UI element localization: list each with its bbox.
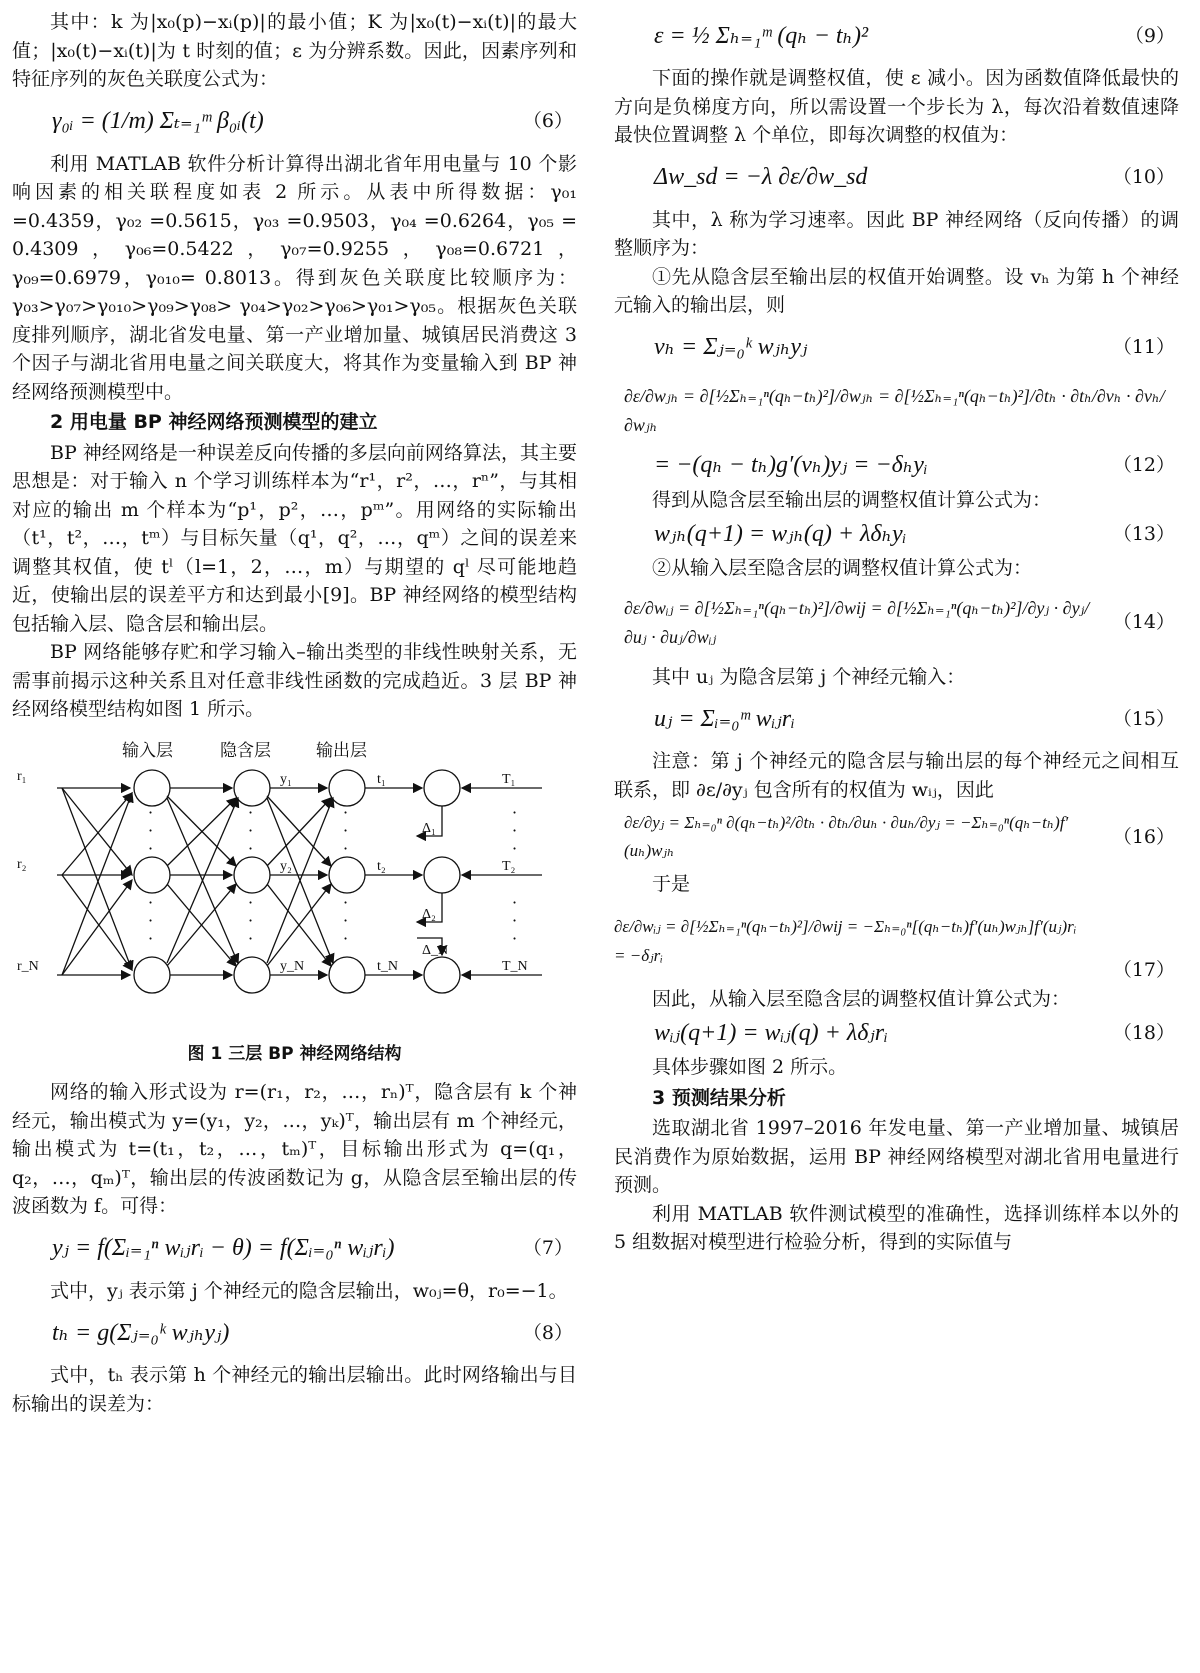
section-heading-2: 2 用电量 BP 神经网络预测模型的建立: [50, 411, 378, 433]
label-r1: r₁: [17, 768, 27, 784]
hidden-layer-label: 隐含层: [220, 740, 271, 760]
svg-text:·: ·: [148, 820, 154, 840]
step-1-paragraph: ①先从隐含层至输出层的权值开始调整。设 vₕ 为第 h 个神经元输入的输出层，则: [614, 265, 1179, 316]
equation-12b: [614, 446, 1179, 486]
label-t2: t₂: [377, 858, 386, 874]
svg-text:·: ·: [343, 802, 349, 822]
bp-paragraph-1: BP 神经网络是一种误差反向传播的多层向前网络算法，其主要思想是：对于输入 n 个学习训练样本为“r¹，r²，…，rⁿ”，与其相对应的输出 m 个样本为“p¹，p²，…，pᵐ”。用网络的实际输出（t¹，t²，…，tᵐ）与目标矢量（q¹，q²，…，qᵐ）之间的误差来调整其权值，使 tˡ（l=1，2，…，m）与期望的 qˡ 尽可能地趋近，使输出层的误差平方和达到最小[9]。BP 神经网络的模型结构包括输入层、隐含层和输出层。: [12, 441, 577, 635]
equation-formula: uⱼ = Σᵢ₌₀ᵐ wᵢⱼrᵢ: [654, 705, 795, 732]
equation-12a: [614, 376, 1179, 446]
equation-number: （10）: [1112, 166, 1175, 189]
equation-18: [614, 1013, 1179, 1053]
select-paragraph: 选取湖北省 1997–2016 年发电量、第一产业增加量、城镇居民消费作为原始数据，运用 BP 神经网络模型对湖北省用电量进行预测。: [614, 1117, 1179, 1196]
svg-text:·: ·: [512, 892, 518, 912]
network-diagram: [12, 738, 577, 1038]
equation-10: [614, 150, 1179, 206]
equation-6: [12, 94, 577, 150]
adjust-paragraph: 下面的操作就是调整权值，使 ε 减小。因为函数值降低最快的方向是负梯度方向，所以需设置一个步长为 λ，每次沿着数值速降最快位置调整 λ 个单位，即每次调整的权值为：: [614, 67, 1179, 146]
equation-formula: yⱼ = f(Σᵢ₌₁ⁿ wᵢⱼrᵢ − θ) = f(Σᵢ₌₀ⁿ wᵢⱼrᵢ): [52, 1235, 395, 1262]
svg-text:·: ·: [148, 928, 154, 948]
label-y1: y₁: [280, 771, 292, 787]
svg-text:·: ·: [343, 820, 349, 840]
label-rN: r_N: [17, 958, 39, 974]
svg-text:·: ·: [248, 838, 254, 858]
svg-text:·: ·: [248, 892, 254, 912]
equation-formula: ∂ε/∂wⱼₕ = ∂[½Σₕ₌₁ⁿ(qₕ−tₕ)²]/∂wⱼₕ = ∂[½Σₕ₌₁ⁿ(qₕ−tₕ)²]/∂tₕ · ∂tₕ/∂vₕ · ∂vₕ/∂wⱼₕ: [624, 386, 1165, 435]
equation-9: [614, 8, 1179, 64]
equation-number: （13）: [1112, 522, 1175, 545]
svg-text:·: ·: [343, 910, 349, 930]
yushi-paragraph: 于是: [652, 873, 691, 895]
label-y2: y₂: [280, 858, 292, 874]
equation-number: （11）: [1112, 336, 1175, 359]
equation-15: [614, 691, 1179, 747]
equation-formula: ε = ½ Σₕ₌₁ᵐ (qₕ − tₕ)²: [654, 22, 869, 49]
equation-formula: wᵢⱼ(q+1) = wᵢⱼ(q) + λδⱼrᵢ: [654, 1019, 888, 1046]
step-2-paragraph: ②从输入层至隐含层的调整权值计算公式为：: [652, 557, 1033, 579]
equation-formula: vₕ = Σⱼ₌₀ᵏ wⱼₕyⱼ: [654, 334, 808, 361]
equation-number: （8）: [522, 1321, 573, 1344]
label-T2: T₂: [502, 858, 516, 874]
input-layer-label: 输入层: [122, 740, 173, 760]
svg-text:·: ·: [248, 928, 254, 948]
label-T1: T₁: [502, 771, 516, 787]
equation-formula: ∂ε/∂yⱼ = Σₕ₌₀ⁿ ∂(qₕ−tₕ)²/∂tₕ · ∂tₕ/∂uₕ · ∂uₕ/∂yⱼ = −Σₕ₌₀ⁿ(qₕ−tₕ)f′(uₕ)wⱼₕ: [624, 812, 1069, 860]
svg-text:·: ·: [148, 802, 154, 822]
note-paragraph: 注意：第 j 个神经元的隐含层与输出层的每个神经元之间相互联系，即 ∂ε/∂yⱼ 包含所有的权值为 wᵢⱼ，因此: [614, 750, 1179, 801]
svg-text:·: ·: [512, 802, 518, 822]
equation-number: （16）: [1112, 825, 1175, 848]
label-tN: t_N: [377, 958, 398, 974]
equation-17: [614, 899, 1179, 985]
equation-formula: = −(qₕ − tₕ)g′(vₕ)yⱼ = −δₕyᵢ: [654, 452, 928, 479]
svg-text:·: ·: [148, 892, 154, 912]
equation-formula: wⱼₕ(q+1) = wⱼₕ(q) + λδₕyᵢ: [654, 520, 907, 547]
equation-16: [614, 804, 1179, 870]
equation-formula: γ₀ᵢ = (1/m) Σₜ₌₁ᵐ β₀ᵢ(t): [52, 108, 264, 135]
label-r2: r₂: [17, 856, 27, 872]
equation-14: [614, 583, 1179, 663]
matlab-paragraph: 利用 MATLAB 软件分析计算得出湖北省年用电量与 10 个影响因素的相关联程度如表 2 所示。从表中所得数据：γ₀₁ =0.4359，γ₀₂ =0.5615，γ₀₃ =0.9503，γ₀₄ =0.6264，γ₀₅ = 0.4309，γ₀₆=0.5422，γ₀₇=0.9255，γ₀₈=0.6721，γ₀₉=0.6979，γ₀₁₀= 0.8013。得到灰色关联度比较顺序为：γ₀₃>γ₀₇>γ₀₁₀>γ₀₉>γ₀₈> γ₀₄>γ₀₂>γ₀₆>γ₀₁>γ₀₅。根据灰色关联度排列顺序，湖北省发电量、第一产业增加量、城镇居民消费这 3 个因子与湖北省用电量之间关联度大，将其作为变量输入到 BP 神经网络预测模型中。: [12, 152, 577, 403]
equation-formula: tₕ = g(Σⱼ₌₀ᵏ wⱼₕyⱼ): [52, 1319, 230, 1346]
yj-paragraph: 式中，yⱼ 表示第 j 个神经元的隐含层输出，w₀ⱼ=θ，r₀=−1。: [50, 1279, 568, 1302]
steps-paragraph: 具体步骤如图 2 所示。: [652, 1056, 848, 1078]
test-paragraph: 利用 MATLAB 软件测试模型的准确性，选择训练样本以外的 5 组数据对模型进行检验分析，得到的实际值与: [614, 1202, 1179, 1253]
equation-formula: ∂ε/∂wᵢⱼ = ∂[½Σₕ₌₁ⁿ(qₕ−tₕ)²]/∂wij = ∂[½Σₕ₌₁ⁿ(qₕ−tₕ)²]/∂yⱼ · ∂yⱼ/∂uⱼ · ∂uⱼ/∂wᵢⱼ: [624, 598, 1090, 647]
network-form-paragraph: 网络的输入形式设为 r=(r₁，r₂，…，rₙ)ᵀ，隐含层有 k 个神经元，输出模式为 y=(y₁，y₂，…，yₖ)ᵀ，输出层有 m 个神经元，输出模式为 t=(t₁，t₂，…，tₘ)ᵀ，目标输出形式为 q=(q₁，q₂，…，qₘ)ᵀ，输出层的传波函数记为 g，从隐含层至输出层的传波函数为 f。可得：: [12, 1081, 577, 1217]
equation-number: （9）: [1124, 24, 1175, 47]
lambda-paragraph: 其中，λ 称为学习速率。因此 BP 神经网络（反向传播）的调整顺序为：: [614, 208, 1179, 259]
label-delta-2: Δ₂: [422, 906, 436, 922]
svg-text:·: ·: [512, 928, 518, 948]
svg-text:·: ·: [343, 838, 349, 858]
uj-paragraph: 其中 uⱼ 为隐含层第 j 个神经元输入：: [652, 665, 966, 688]
section-heading-3: 3 预测结果分析: [652, 1086, 786, 1109]
equation-number: （17）: [1112, 959, 1175, 981]
svg-text:·: ·: [343, 892, 349, 912]
svg-text:·: ·: [248, 910, 254, 930]
svg-text:·: ·: [512, 838, 518, 858]
svg-text:·: ·: [148, 910, 154, 930]
left-column: [12, 8, 577, 1418]
equation-13: [614, 514, 1179, 554]
figure-1-caption: 图 1 三层 BP 神经网络结构: [187, 1043, 402, 1064]
svg-text:·: ·: [512, 910, 518, 930]
equation-7: [12, 1221, 577, 1277]
th-paragraph: 式中，tₕ 表示第 h 个神经元的输出层输出。此时网络输出与目标输出的误差为：: [12, 1364, 577, 1415]
therefore-paragraph: 因此，从输入层至隐含层的调整权值计算公式为：: [652, 987, 1071, 1010]
equation-8: [12, 1305, 577, 1361]
label-delta-N: Δ_N: [422, 942, 449, 958]
get-paragraph: 得到从隐含层至输出层的调整权值计算公式为：: [652, 488, 1052, 511]
svg-text:·: ·: [148, 838, 154, 858]
equation-number: （15）: [1112, 707, 1175, 730]
svg-text:·: ·: [343, 928, 349, 948]
equation-number: （14）: [1112, 611, 1175, 634]
equation-number: （18）: [1112, 1021, 1175, 1044]
label-TN: T_N: [502, 958, 528, 974]
svg-text:·: ·: [512, 820, 518, 840]
label-delta-1: Δ₁: [422, 820, 436, 836]
equation-formula: ∂ε/∂wᵢⱼ = ∂[½Σₕ₌₁ⁿ(qₕ−tₕ)²]/∂wij = −Σₕ₌₀ⁿ[(qₕ−tₕ)f′(uₕ)wⱼₕ]f′(uⱼ)rᵢ = −δⱼrᵢ: [614, 917, 1077, 965]
figure-1-network: [12, 738, 577, 1038]
svg-text:·: ·: [248, 802, 254, 822]
svg-text:·: ·: [248, 820, 254, 840]
label-t1: t₁: [377, 771, 386, 787]
equation-11: [614, 320, 1179, 376]
bp-paragraph-2: BP 网络能够存贮和学习输入–输出类型的非线性映射关系，无需事前揭示这种关系且对任意非线性函数的完成趋近。3 层 BP 神经网络模型结构如图 1 所示。: [12, 641, 577, 720]
equation-number: （12）: [1112, 454, 1175, 477]
equation-number: （7）: [522, 1237, 573, 1260]
label-yN: y_N: [280, 958, 305, 974]
output-layer-label: 输出层: [316, 740, 367, 760]
equation-number: （6）: [522, 110, 573, 133]
intro-paragraph: 其中：k 为|x₀(p)−xᵢ(p)|的最小值；K 为|x₀(t)−xᵢ(t)|的最大值；|x₀(t)−xᵢ(t)|为 t 时刻的值；ε 为分辨系数。因此，因素序列和特征序列的灰色关联度公式为：: [12, 11, 577, 90]
right-column: [614, 8, 1179, 1257]
equation-formula: Δw_sd = −λ ∂ε/∂w_sd: [654, 164, 868, 191]
